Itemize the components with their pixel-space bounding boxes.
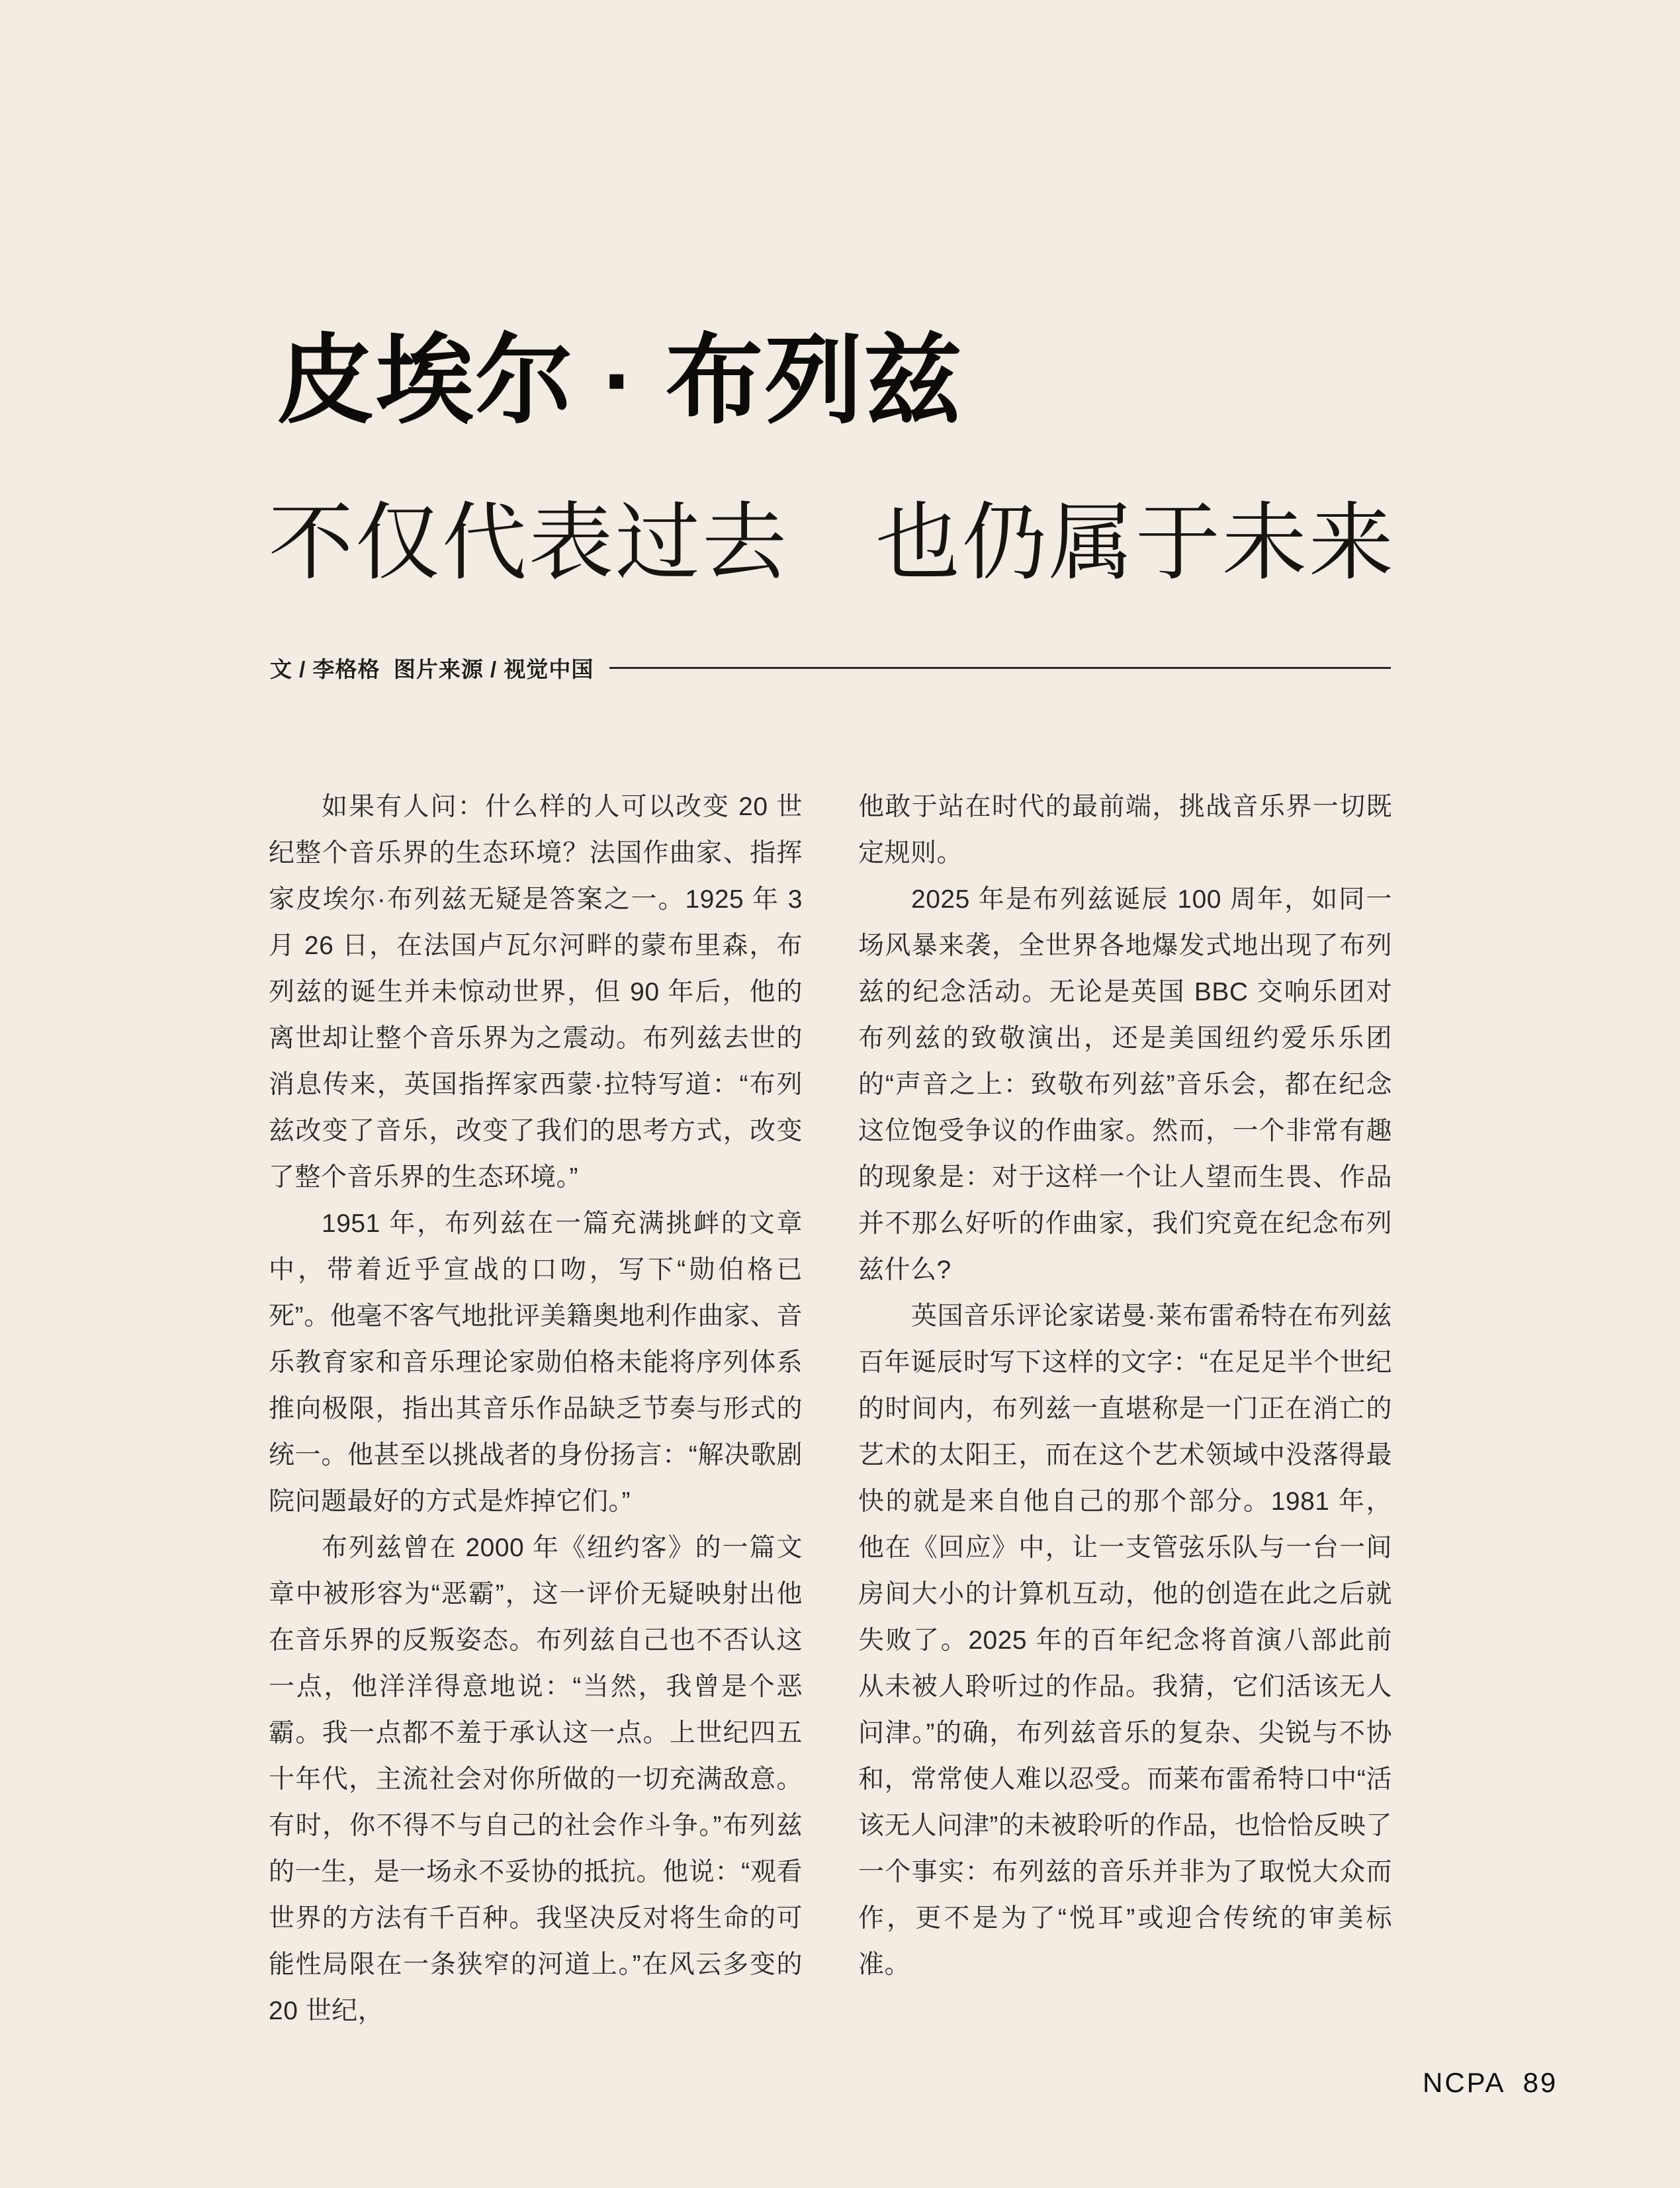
body-paragraph: 他敢于站在时代的最前端，挑战音乐界一切既定规则。 <box>858 793 1392 867</box>
article-body <box>269 784 1392 2035</box>
column-right <box>858 784 1392 2035</box>
footer-brand: NCPA <box>1423 2067 1506 2098</box>
body-paragraph: 2025 年是布列兹诞辰 100 周年，如同一场风暴来袭，全世界各地爆发式地出现了布列兹的纪念活动。无论是英国 BBC 交响乐团对布列兹的致敬演出，还是美国纽约爱乐乐团的“声音之上：致敬布列兹”音乐会，都在纪念这位饱受争议的作曲家。然而，一个非常有趣的现象是：对于这样一个让人望而生畏、作品并不那么好听的作曲家，我们究竟在纪念布列兹什么? <box>858 885 1392 1284</box>
byline-row <box>270 652 1391 683</box>
body-paragraph: 1951 年，布列兹在一篇充满挑衅的文章中，带着近乎宣战的口吻，写下“勋伯格已死”。他毫不客气地批评美籍奥地利作曲家、音乐教育家和音乐理论家勋伯格未能将序列体系推向极限，指出其音乐作品缺乏节奏与形式的统一。他甚至以挑战者的身份扬言：“解决歌剧院问题最好的方式是炸掉它们。” <box>269 1209 803 1516</box>
footer-page-number: 89 <box>1523 2067 1558 2098</box>
body-paragraph: 英国音乐评论家诺曼·莱布雷希特在布列兹百年诞辰时写下这样的文字：“在足足半个世纪的时间内，布列兹一直堪称是一门正在消亡的艺术的太阳王，而在这个艺术领域中没落得最快的就是来自他自己的那个部分。1981 年，他在《回应》中，让一支管弦乐队与一台一间房间大小的计算机互动，他的创造在此之后就失败了。2025 年的百年纪念将首演八部此前从未被人聆听过的作品。我猜，它们活该无人问津。”的确，布列兹音乐的复杂、尖锐与不协和，常常使人难以忍受。而莱布雷希特口中“活该无人问津”的未被聆听的作品，也恰恰反映了一个事实：布列兹的音乐并非为了取悦大众而作，更不是为了“悦耳”或迎合传统的审美标准。 <box>858 1302 1392 1979</box>
column-left <box>269 784 803 2035</box>
body-paragraph: 布列兹曾在 2000 年《纽约客》的一篇文章中被形容为“恶霸”，这一评价无疑映射出他在音乐界的反叛姿态。布列兹自己也不否认这一点，他洋洋得意地说：“当然，我曾是个恶霸。我一点都不羞于承认这一点。上世纪四五十年代，主流社会对你所做的一切充满敌意。有时，你不得不与自己的社会作斗争。”布列兹的一生，是一场永不妥协的抵抗。他说：“观看世界的方法有千百种。我坚决反对将生命的可能性局限在一条狭窄的河道上。”在风云多变的 20 世纪， <box>269 1534 803 2025</box>
page-footer <box>1423 2067 1558 2099</box>
article-title: 皮埃尔 · 布列兹 <box>277 326 963 435</box>
article-subtitle: 不仅代表过去 也仍属于未来 <box>269 496 1396 590</box>
body-paragraph: 如果有人问：什么样的人可以改变 20 世纪整个音乐界的生态环境？法国作曲家、指挥家皮埃尔·布列兹无疑是答案之一。1925 年 3 月 26 日，在法国卢瓦尔河畔的蒙布里森，布列兹的诞生并未惊动世界，但 90 年后，他的离世却让整个音乐界为之震动。布列兹去世的消息传来，英国指挥家西蒙·拉特写道：“布列兹改变了音乐，改变了我们的思考方式，改变了整个音乐界的生态环境。” <box>269 793 803 1192</box>
byline-text: 文 / 李格格 图片来源 / 视觉中国 <box>270 657 594 681</box>
byline-rule <box>609 667 1391 669</box>
